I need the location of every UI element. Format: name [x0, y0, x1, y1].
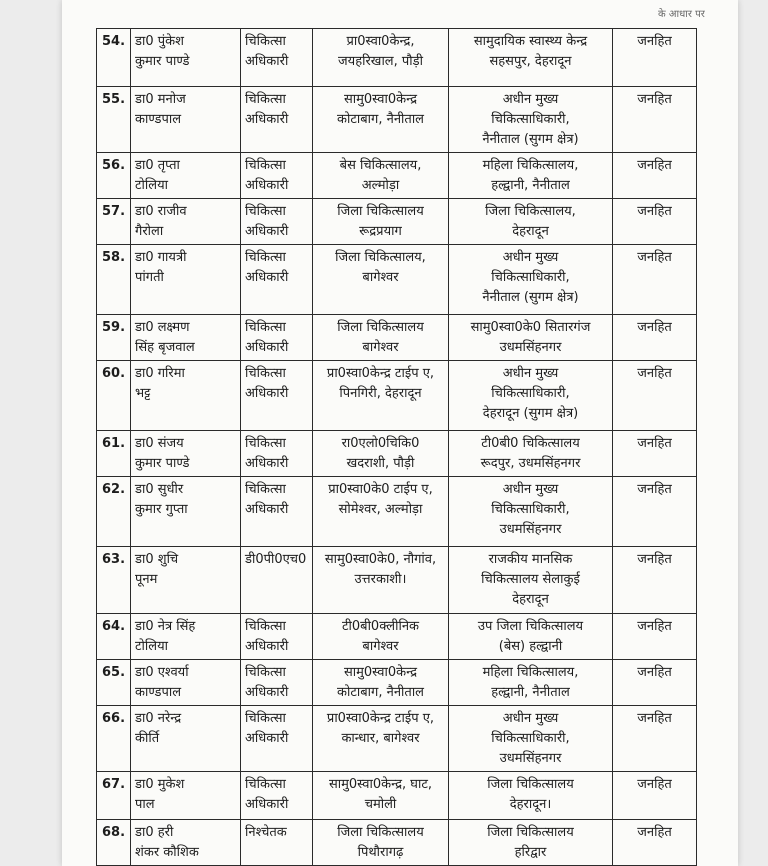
transfer-reason: जनहित	[613, 614, 697, 660]
designation	[241, 361, 313, 431]
transfer-reason: जनहित	[613, 772, 697, 820]
posted-from-line: कोटाबाग, नैनीताल	[336, 685, 425, 700]
posted-to-line: रूदपुर, उधमसिंहनगर	[480, 456, 581, 471]
header-fragment: के आधार पर	[658, 9, 705, 20]
officer-name	[131, 245, 241, 315]
posted-to-line: अधीन मुख्य	[502, 482, 559, 497]
posted-to-line: उप जिला चिकित्सालय	[477, 619, 584, 634]
officer-name	[131, 660, 241, 706]
designation	[241, 29, 313, 87]
posted-to-line: अधीन मुख्य	[502, 711, 559, 726]
posted-to-line: हरिद्वार	[514, 845, 547, 860]
posted-from	[313, 199, 449, 245]
designation-line: चिकित्सा	[245, 320, 286, 335]
serial-number: 64.	[97, 614, 131, 660]
posted-from-line: प्रा0स्वा0केन्द्र टाईप ए,	[326, 366, 435, 381]
transfer-reason: जनहित	[613, 153, 697, 199]
posted-to	[449, 315, 613, 361]
posted-to-line: उधमसिंहनगर	[499, 522, 562, 537]
posted-from-line: रूद्रप्रयाग	[359, 224, 402, 239]
posted-to-line: हल्द्वानी, नैनीताल	[491, 178, 570, 193]
table-row	[97, 87, 697, 153]
designation-line: डी0पी0एच0	[245, 552, 307, 567]
designation	[241, 477, 313, 547]
posted-from-line: रा0एलो0चिकि0	[341, 436, 420, 451]
posted-from-line: सामु0स्वा0केन्द्र, घाट,	[328, 777, 433, 792]
posted-from	[313, 361, 449, 431]
posted-from-line: कोटाबाग, नैनीताल	[336, 112, 425, 127]
table-row	[97, 199, 697, 245]
posted-to-line: चिकित्साधिकारी,	[491, 386, 570, 401]
posted-to-line: (बेस) हल्द्वानी	[498, 639, 563, 654]
posted-from-line: पिनगिरी, देहरादून	[339, 386, 422, 401]
posted-from	[313, 772, 449, 820]
officer-name-line: भट्ट	[135, 386, 151, 401]
posted-from-line: सामु0स्वा0केन्द्र	[343, 665, 418, 680]
posted-to-line: चिकित्साधिकारी,	[491, 112, 570, 127]
serial-number: 58.	[97, 245, 131, 315]
officer-name	[131, 29, 241, 87]
designation	[241, 547, 313, 614]
officer-name-line: डा0 सुधीर	[135, 482, 184, 497]
designation-line: चिकित्सा	[245, 482, 286, 497]
officer-name	[131, 820, 241, 866]
officer-name	[131, 199, 241, 245]
designation-line: अधिकारी	[245, 502, 289, 517]
officer-name	[131, 706, 241, 772]
officer-name-line: डा0 लक्ष्मण	[135, 320, 190, 335]
posted-from	[313, 29, 449, 87]
posted-from-line: जिला चिकित्सालय	[337, 204, 424, 219]
designation-line: अधिकारी	[245, 797, 289, 812]
officer-name-line: पांगती	[135, 270, 164, 285]
posted-to-line: जिला चिकित्सालय	[487, 777, 574, 792]
designation-line: चिकित्सा	[245, 665, 286, 680]
officer-name	[131, 87, 241, 153]
table-row	[97, 315, 697, 361]
officer-name-line: डा0 राजीव	[135, 204, 187, 219]
posted-to-line: उधमसिंहनगर	[499, 340, 562, 355]
serial-number: 56.	[97, 153, 131, 199]
serial-number: 68.	[97, 820, 131, 866]
posted-from-line: बागेश्वर	[362, 270, 399, 285]
table-row	[97, 772, 697, 820]
officer-name-line: कीर्ति	[135, 731, 160, 746]
posted-to-line: अधीन मुख्य	[502, 92, 559, 107]
posted-to	[449, 199, 613, 245]
posted-to-line: नैनीताल (सुगम क्षेत्र)	[482, 290, 579, 305]
designation	[241, 614, 313, 660]
posted-from-line: जिला चिकित्सालय,	[335, 250, 426, 265]
officer-name-line: डा0 गरिमा	[135, 366, 185, 381]
posted-to	[449, 614, 613, 660]
designation-line: अधिकारी	[245, 340, 289, 355]
table-row	[97, 431, 697, 477]
posted-to-line: जिला चिकित्सालय,	[485, 204, 576, 219]
posted-to-line: टी0बी0 चिकित्सालय	[481, 436, 580, 451]
designation	[241, 660, 313, 706]
officer-name-line: डा0 गायत्री	[135, 250, 187, 265]
officer-name	[131, 361, 241, 431]
table-row	[97, 820, 697, 866]
designation-line: अधिकारी	[245, 639, 289, 654]
posted-to-line: देहरादून	[512, 224, 549, 239]
officer-name-line: डा0 संजय	[135, 436, 184, 451]
posted-to	[449, 660, 613, 706]
posted-from	[313, 431, 449, 477]
posted-to	[449, 820, 613, 866]
table-row	[97, 706, 697, 772]
posted-from-line: उत्तरकाशी।	[354, 572, 407, 587]
posted-to-line: महिला चिकित्सालय,	[482, 665, 579, 680]
designation-line: अधिकारी	[245, 685, 289, 700]
designation-line: चिकित्सा	[245, 34, 286, 49]
posted-to	[449, 245, 613, 315]
posted-to-line: अधीन मुख्य	[502, 250, 559, 265]
designation-line: अधिकारी	[245, 178, 289, 193]
posted-to	[449, 431, 613, 477]
serial-number: 67.	[97, 772, 131, 820]
posted-from-line: सोमेश्वर, अल्मोड़ा	[338, 502, 423, 517]
posted-from-line: बेस चिकित्सालय,	[339, 158, 422, 173]
posted-to-line: अधीन मुख्य	[502, 366, 559, 381]
transfer-reason: जनहित	[613, 431, 697, 477]
posted-from-line: बागेश्वर	[362, 639, 399, 654]
posted-to	[449, 477, 613, 547]
table-row	[97, 660, 697, 706]
designation-line: चिकित्सा	[245, 777, 286, 792]
transfer-reason: जनहित	[613, 547, 697, 614]
serial-number: 54.	[97, 29, 131, 87]
officer-name-line: डा0 पुंकेश	[135, 34, 184, 49]
posted-from	[313, 706, 449, 772]
posted-from-line: खदराशी, पौड़ी	[346, 456, 415, 471]
designation-line: चिकित्सा	[245, 204, 286, 219]
posted-from-line: चमोली	[364, 797, 397, 812]
officer-name-line: सिंह बृजवाल	[135, 340, 195, 355]
designation-line: अधिकारी	[245, 270, 289, 285]
posted-from-line: सामु0स्वा0केन्द्र	[343, 92, 418, 107]
transfer-reason: जनहित	[613, 199, 697, 245]
designation	[241, 199, 313, 245]
designation-line: चिकित्सा	[245, 158, 286, 173]
designation	[241, 772, 313, 820]
officer-name-line: डा0 तृप्ता	[135, 158, 180, 173]
officer-name-line: डा0 मुकेश	[135, 777, 185, 792]
officer-name-line: कुमार गुप्ता	[135, 502, 188, 517]
serial-number: 57.	[97, 199, 131, 245]
transfer-reason: जनहित	[613, 660, 697, 706]
posted-to-line: हल्द्वानी, नैनीताल	[491, 685, 570, 700]
officer-name-line: काण्डपाल	[135, 685, 182, 700]
transfer-reason: जनहित	[613, 820, 697, 866]
serial-number: 60.	[97, 361, 131, 431]
serial-number: 61.	[97, 431, 131, 477]
posted-from-line: टी0बी0क्लीनिक	[341, 619, 420, 634]
officer-name-line: शंकर कौशिक	[135, 845, 199, 860]
transfer-table	[96, 28, 697, 866]
designation-line: अधिकारी	[245, 224, 289, 239]
officer-name-line: काण्डपाल	[135, 112, 182, 127]
designation-line: चिकित्सा	[245, 92, 286, 107]
officer-name-line: डा0 हरी	[135, 825, 174, 840]
officer-name-line: डा0 एश्वर्या	[135, 665, 189, 680]
posted-from	[313, 820, 449, 866]
designation-line: चिकित्सा	[245, 250, 286, 265]
posted-to-line: सहसपुर, देहरादून	[489, 54, 572, 69]
designation-line: अधिकारी	[245, 731, 289, 746]
designation	[241, 87, 313, 153]
transfer-reason: जनहित	[613, 706, 697, 772]
posted-to	[449, 706, 613, 772]
posted-from-line: प्रा0स्वा0केन्द्र,	[346, 34, 415, 49]
transfer-reason: जनहित	[613, 245, 697, 315]
officer-name-line: टोलिया	[135, 639, 169, 654]
posted-to-line: देहरादून	[512, 592, 549, 607]
posted-from	[313, 245, 449, 315]
designation	[241, 431, 313, 477]
posted-to	[449, 772, 613, 820]
table-row	[97, 547, 697, 614]
posted-from-line: कान्धार, बागेश्वर	[341, 731, 420, 746]
serial-number: 59.	[97, 315, 131, 361]
posted-from	[313, 477, 449, 547]
posted-to-line: चिकित्साधिकारी,	[491, 270, 570, 285]
posted-from-line: बागेश्वर	[362, 340, 399, 355]
table-row	[97, 614, 697, 660]
posted-to-line: चिकित्साधिकारी,	[491, 731, 570, 746]
officer-name	[131, 431, 241, 477]
designation	[241, 153, 313, 199]
designation	[241, 245, 313, 315]
officer-name-line: डा0 शुचि	[135, 552, 179, 567]
posted-to-line: उधमसिंहनगर	[499, 751, 562, 766]
posted-from-line: प्रा0स्वा0के0 टाईप ए,	[328, 482, 433, 497]
serial-number: 62.	[97, 477, 131, 547]
table-row	[97, 245, 697, 315]
posted-to	[449, 361, 613, 431]
posted-to-line: देहरादून (सुगम क्षेत्र)	[482, 406, 579, 421]
table-row	[97, 477, 697, 547]
officer-name-line: पाल	[135, 797, 155, 812]
table-row	[97, 29, 697, 87]
posted-from	[313, 87, 449, 153]
posted-from-line: जिला चिकित्सालय	[337, 320, 424, 335]
designation-line: अधिकारी	[245, 386, 289, 401]
serial-number: 63.	[97, 547, 131, 614]
designation-line: चिकित्सा	[245, 619, 286, 634]
officer-name-line: टोलिया	[135, 178, 169, 193]
posted-to	[449, 87, 613, 153]
officer-name-line: पूनम	[135, 572, 158, 587]
posted-from	[313, 153, 449, 199]
posted-to	[449, 29, 613, 87]
posted-from-line: सामु0स्वा0के0, नौगांव,	[324, 552, 437, 567]
designation	[241, 315, 313, 361]
designation-line: निश्चेतक	[245, 825, 287, 840]
posted-to-line: राजकीय मानसिक	[488, 552, 573, 567]
posted-to	[449, 153, 613, 199]
officer-name	[131, 547, 241, 614]
posted-to	[449, 547, 613, 614]
serial-number: 65.	[97, 660, 131, 706]
posted-from	[313, 547, 449, 614]
posted-from-line: अल्मोड़ा	[361, 178, 400, 193]
officer-name-line: गैरोला	[135, 224, 164, 239]
posted-to-line: सामु0स्वा0के0 सितारगंज	[470, 320, 591, 335]
table-body	[97, 29, 697, 866]
posted-from-line: प्रा0स्वा0केन्द्र टाईप ए,	[326, 711, 435, 726]
posted-to-line: जिला चिकित्सालय	[487, 825, 574, 840]
posted-from	[313, 315, 449, 361]
posted-to-line: नैनीताल (सुगम क्षेत्र)	[482, 132, 579, 147]
designation-line: चिकित्सा	[245, 366, 286, 381]
officer-name-line: कुमार पाण्डे	[135, 456, 190, 471]
transfer-reason: जनहित	[613, 29, 697, 87]
table-row	[97, 361, 697, 431]
designation	[241, 706, 313, 772]
officer-name	[131, 153, 241, 199]
designation-line: चिकित्सा	[245, 711, 286, 726]
transfer-reason: जनहित	[613, 477, 697, 547]
serial-number: 66.	[97, 706, 131, 772]
posted-from	[313, 614, 449, 660]
officer-name	[131, 315, 241, 361]
officer-name	[131, 614, 241, 660]
transfer-reason: जनहित	[613, 87, 697, 153]
designation-line: चिकित्सा	[245, 436, 286, 451]
transfer-reason: जनहित	[613, 315, 697, 361]
posted-to-line: देहरादून।	[509, 797, 552, 812]
posted-to-line: महिला चिकित्सालय,	[482, 158, 579, 173]
officer-name-line: डा0 नरेन्द्र	[135, 711, 182, 726]
serial-number: 55.	[97, 87, 131, 153]
posted-from-line: जिला चिकित्सालय	[337, 825, 424, 840]
transfer-reason: जनहित	[613, 361, 697, 431]
posted-to-line: चिकित्सालय सेलाकुई	[481, 572, 580, 587]
posted-to-line: सामुदायिक स्वास्थ्य केन्द्र	[473, 34, 588, 49]
designation-line: अधिकारी	[245, 456, 289, 471]
officer-name-line: डा0 मनोज	[135, 92, 186, 107]
officer-name-line: डा0 नेत्र सिंह	[135, 619, 196, 634]
posted-from	[313, 660, 449, 706]
officer-name	[131, 772, 241, 820]
officer-name	[131, 477, 241, 547]
designation-line: अधिकारी	[245, 54, 289, 69]
designation-line: अधिकारी	[245, 112, 289, 127]
posted-to-line: चिकित्साधिकारी,	[491, 502, 570, 517]
posted-from-line: जयहरिखाल, पौड़ी	[338, 54, 423, 69]
designation	[241, 820, 313, 866]
officer-name-line: कुमार पाण्डे	[135, 54, 190, 69]
posted-from-line: पिथौरागढ़	[357, 845, 404, 860]
table-row	[97, 153, 697, 199]
